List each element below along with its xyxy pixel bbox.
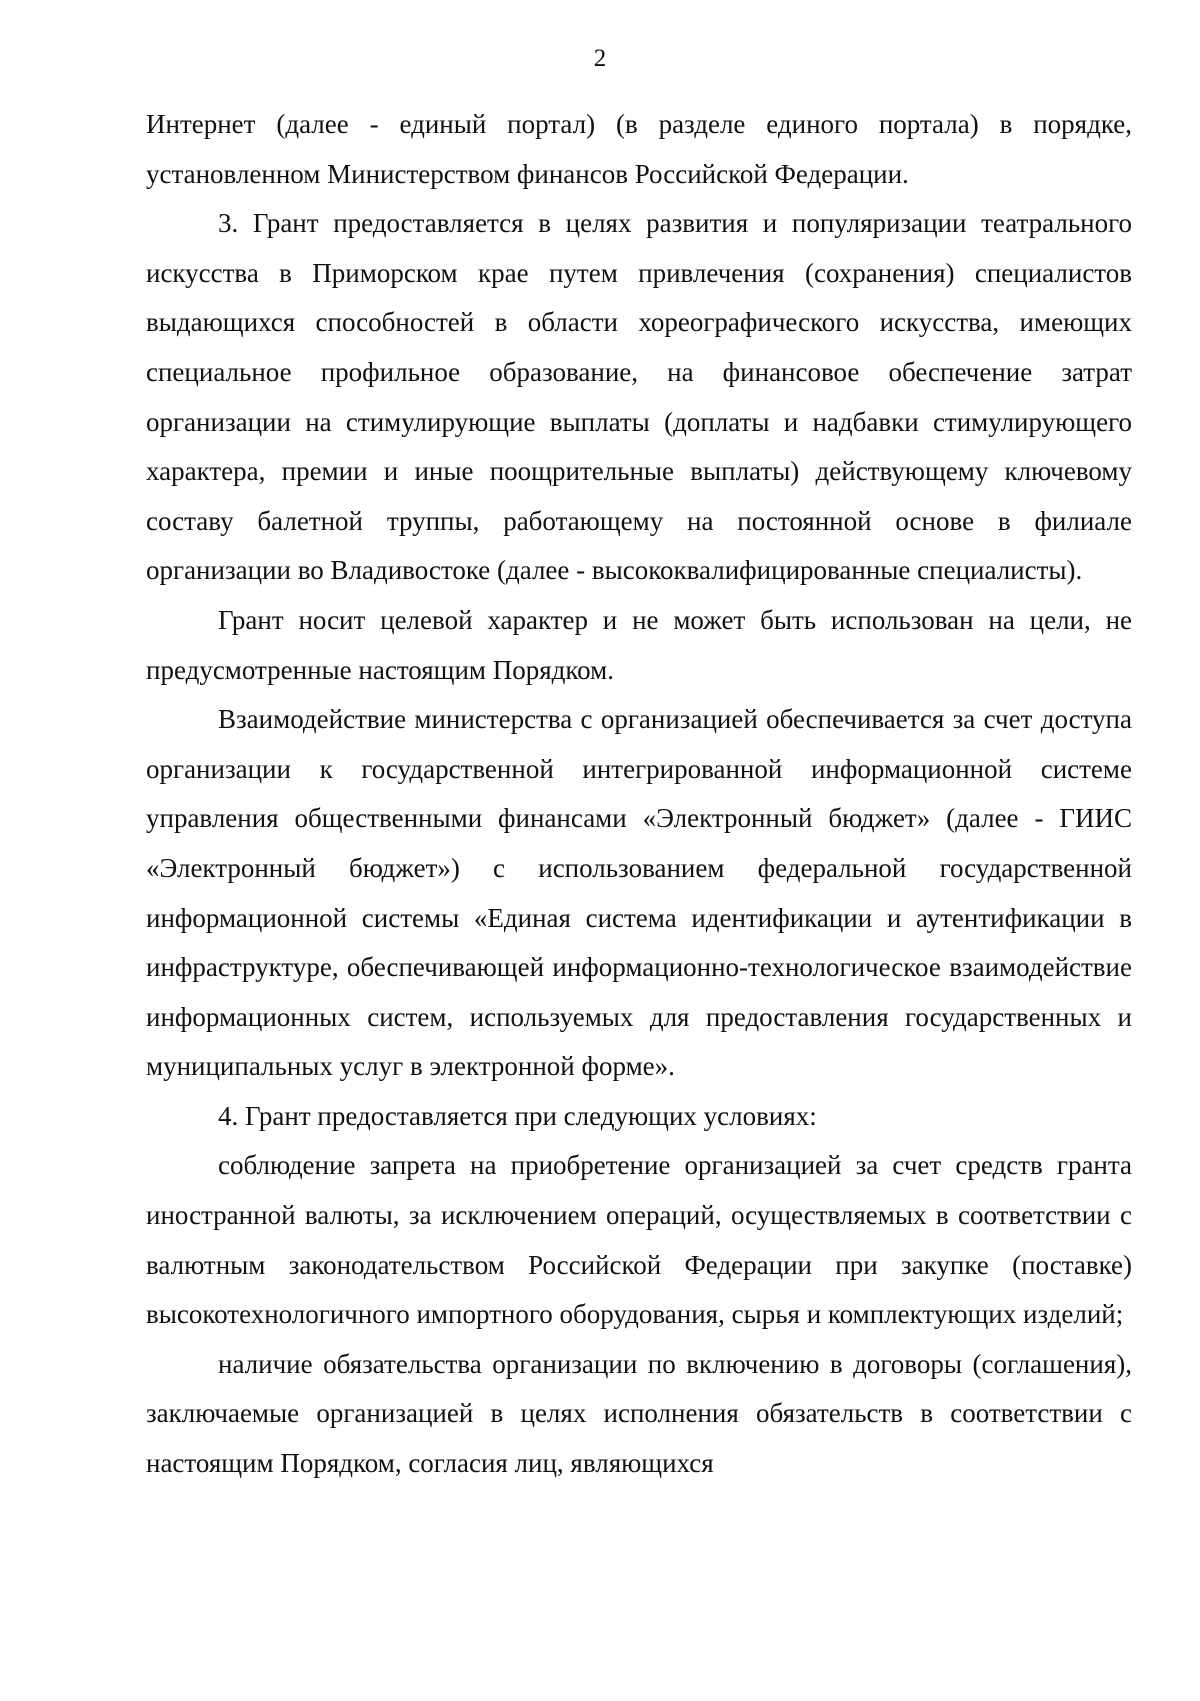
document-body: [146, 100, 1132, 1489]
page-number: 2: [593, 45, 607, 72]
paragraph-currency-restriction: соблюдение запрета на приобретение организацией за счет средств гранта иностранной валюты, за исключением операций, осуществляемых в соответствии с валютным законодательством Российской Федерации при закупке (поставке) высокотехнологичного импортного оборудования, сырья и комплектующих изделий;: [146, 1150, 1132, 1330]
paragraph-electronic-budget-interaction: Взаимодействие министерства с организацией обеспечивается за счет доступа организации к государственной интегрированной информационной системе управления общественными финансами «Электронный бюджет» (далее - ГИИС «Электронный бюджет») с использованием федеральной государственной информационной системы «Единая система идентификации и аутентификации в инфраструктуре, обеспечивающей информационно-технологическое взаимодействие информационных систем, используемых для предоставления государственных и муниципальных услуг в электронной форме».: [146, 704, 1132, 1082]
paragraph-grant-purpose: 3. Грант предоставляется в целях развития и популяризации театрального искусства в Приморском крае путем привлечения (сохранения) специалистов выдающихся способностей в области хореографического искусства, имеющих специальное профильное образование, на финансовое обеспечение затрат организации на стимулирующие выплаты (доплаты и надбавки стимулирующего характера, премии и иные поощрительные выплаты) действующему ключевому составу балетной труппы, работающему на постоянной основе в филиале организации во Владивостоке (далее - высококвалифицированные специалисты).: [146, 208, 1132, 586]
paragraph-portal-continuation: Интернет (далее - единый портал) (в разделе единого портала) в порядке, установленном Министерством финансов Российской Федерации.: [146, 109, 1132, 189]
paragraph-grant-conditions-heading: 4. Грант предоставляется при следующих условиях:: [218, 1100, 817, 1131]
paragraph-contract-obligation: наличие обязательства организации по включению в договоры (соглашения), заключаемые организацией в целях исполнения обязательств в соответствии с настоящим Порядком, согласия лиц, являющихся: [146, 1348, 1132, 1479]
paragraph-grant-target-nature: Грант носит целевой характер и не может быть использован на цели, не предусмотренные настоящим Порядком.: [146, 604, 1132, 685]
